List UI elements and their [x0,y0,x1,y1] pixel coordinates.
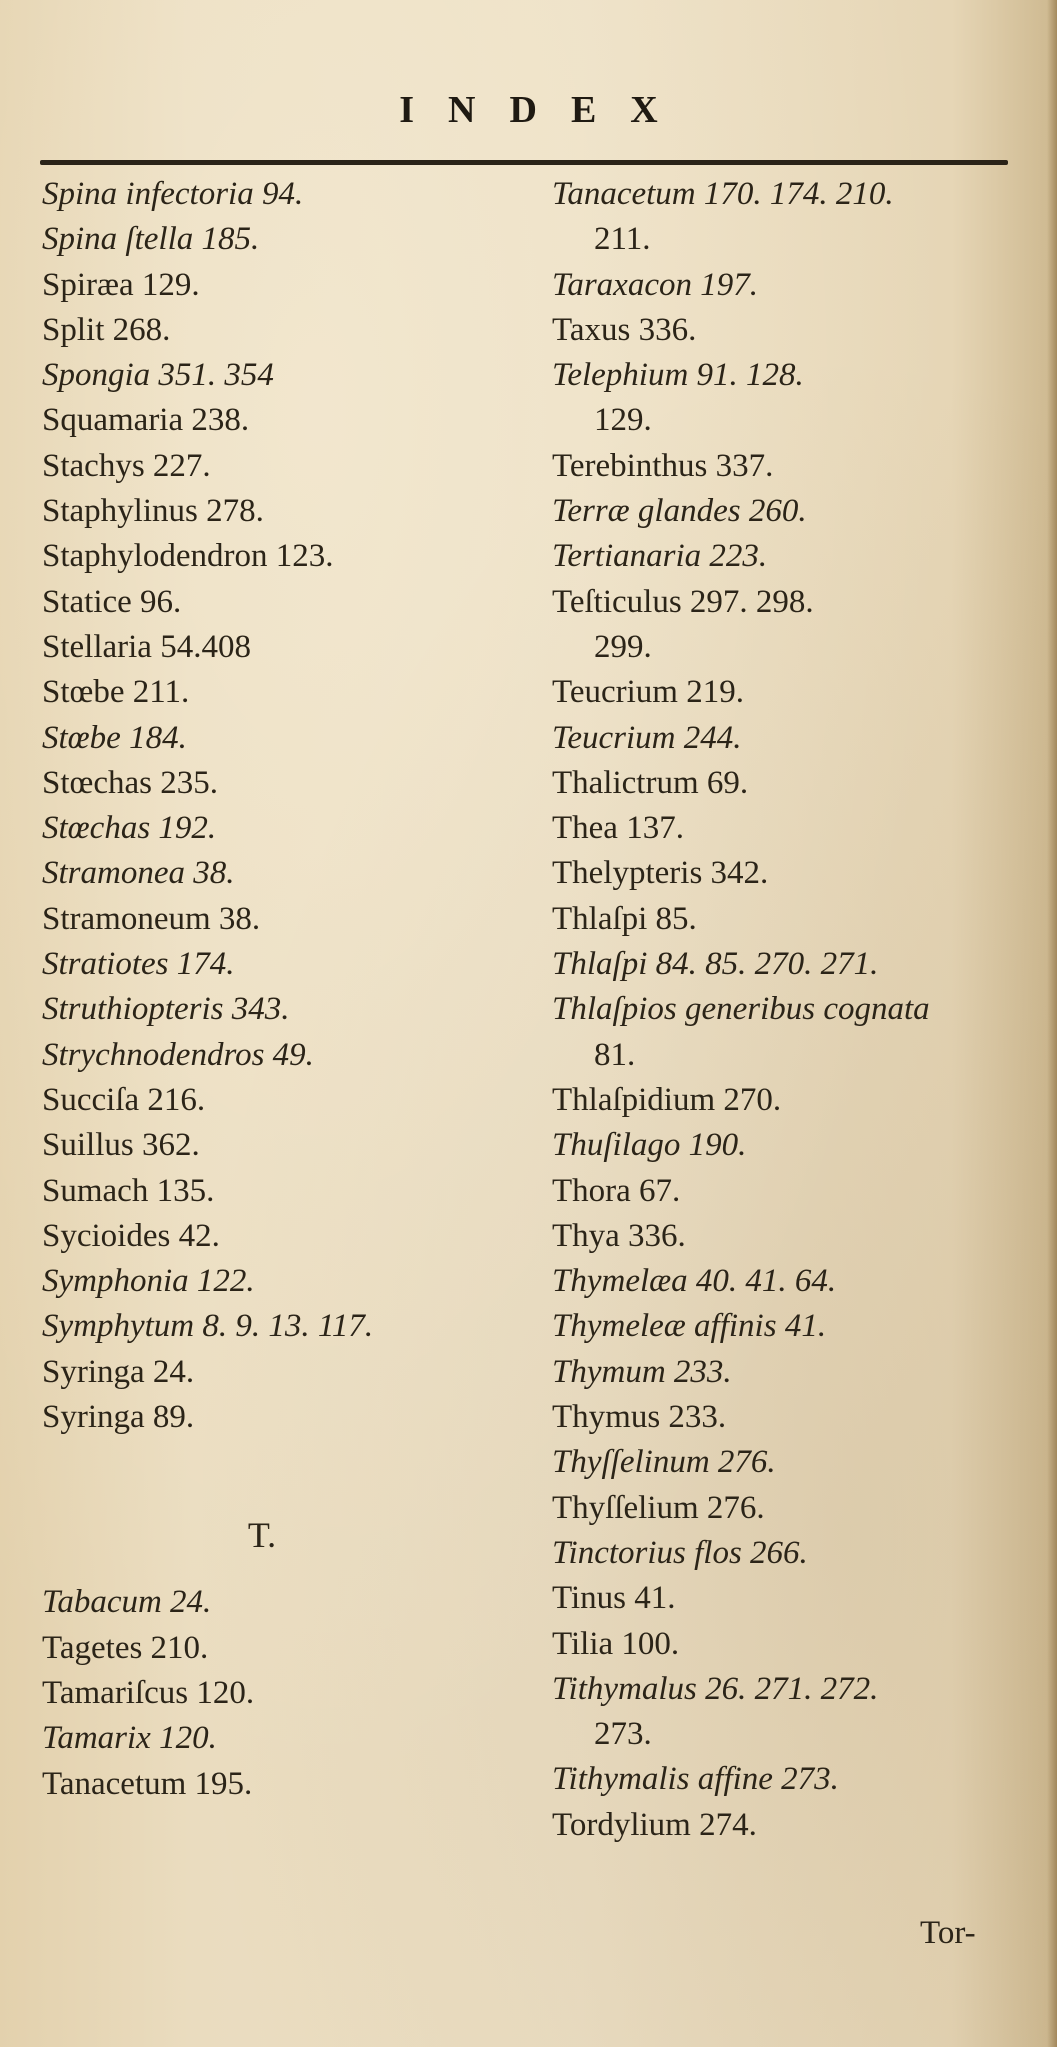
catchword: Tor- [920,1915,976,1951]
index-entry: Spiræa 129. [42,266,200,303]
index-entry: Thymum 233. [552,1353,732,1390]
index-entry: Thuſilago 190. [552,1127,747,1164]
index-entry: Teucrium 244. [552,719,742,756]
index-entry: Tertianaria 223. [552,538,768,575]
page-heading: INDEX [399,89,692,131]
index-entry: Tanacetum 170. 174. 210. [552,176,894,212]
index-entry-continuation: 129. [594,402,652,439]
page-edge-shadow [1047,0,1057,2047]
index-entry: Thya 336. [552,1217,686,1254]
index-entry: Tabacum 24. [42,1584,212,1621]
right-column [552,172,1022,1848]
index-entry: Tamarix 120. [42,1720,217,1757]
index-entry: Terræ glandes 260. [552,493,807,530]
index-entry: Squamaria 238. [42,402,250,439]
index-entry: Sumach 135. [42,1172,215,1209]
index-entry-continuation: 273. [594,1716,652,1753]
index-entry: Spina infectoria 94. [42,176,304,212]
index-entry: Thlaſpidium 270. [552,1081,782,1118]
index-entry: Tithymalus 26. 271. 272. [552,1670,879,1707]
index-entry: Thymus 233. [552,1399,727,1436]
index-entry: Tamariſcus 120. [42,1674,255,1711]
index-entry: Taraxacon 197. [552,266,758,303]
index-entry: Statice 96. [42,583,182,620]
index-entry: Stœbe 184. [42,719,187,756]
index-entry: Thyſſelinum 276. [552,1444,776,1481]
index-entry: Taxus 336. [552,311,697,348]
index-entry: Thea 137. [552,810,684,847]
index-entry: Thalictrum 69. [552,764,749,801]
index-entry: Terebinthus 337. [552,447,774,484]
index-entry: Spina ſtella 185. [42,221,260,258]
index-entry: Symphytum 8. 9. 13. 117. [42,1308,374,1345]
index-entry-continuation: 299. [594,628,652,665]
index-entry: Tinus 41. [552,1580,676,1617]
index-entry: Stœchas 192. [42,810,217,847]
index-entry: Tordylium 274. [552,1806,757,1843]
index-entry: Suillus 362. [42,1127,200,1164]
index-entry: Thlaſpios generibus cognata [552,991,930,1028]
index-entry: Thymelæa 40. 41. 64. [552,1263,837,1300]
index-entry: Split 268. [42,311,171,348]
index-entry: Thyſſelium 276. [552,1489,765,1526]
index-entry: Staphylodendron 123. [42,538,334,575]
index-entry: Teucrium 219. [552,674,744,711]
index-entry: Telephium 91. 128. [552,357,804,394]
s-entries [42,172,522,1440]
index-entry: Teſticulus 297. 298. [552,583,814,620]
index-entry: Stramoneum 38. [42,900,261,937]
index-entry: Stratiotes 174. [42,946,235,983]
left-column [42,172,522,1807]
index-entry: Tinctorius flos 266. [552,1534,808,1571]
heading-rule [40,160,1008,165]
index-entry-continuation: 81. [594,1036,636,1073]
index-entry: Stœbe 211. [42,674,190,711]
index-entry: Succiſa 216. [42,1081,206,1118]
index-entry: Thora 67. [552,1172,681,1209]
section-letter-t: T. [247,1515,277,1556]
index-entry: Stœchas 235. [42,764,218,801]
index-entry: Tilia 100. [552,1625,680,1662]
index-entry: Spongia 351. 354 [42,357,274,394]
index-entry: Struthiopteris 343. [42,991,290,1028]
index-entry: Thlaſpi 85. [552,900,697,937]
index-entry: Stellaria 54.408 [42,628,251,665]
index-entry: Symphonia 122. [42,1263,255,1300]
index-entry: Staphylinus 278. [42,493,264,530]
index-entry: Thymeleæ affinis 41. [552,1308,827,1345]
index-entry: Thelypteris 342. [552,855,769,892]
index-entry: Tagetes 210. [42,1629,209,1666]
index-entry: Syringa 89. [42,1399,195,1436]
index-entry: Thlaſpi 84. 85. 270. 271. [552,946,879,983]
t-entries [42,1580,522,1806]
index-entry: Stramonea 38. [42,855,235,892]
index-entry: Stachys 227. [42,447,211,484]
index-entry: Sycioides 42. [42,1217,220,1254]
index-entry: Syringa 24. [42,1353,195,1390]
index-entry-continuation: 211. [594,221,651,258]
index-entry: Tanacetum 195. [42,1765,253,1802]
index-entry: Strychnodendros 49. [42,1036,314,1073]
index-entry: Tithymalis affine 273. [552,1761,839,1798]
